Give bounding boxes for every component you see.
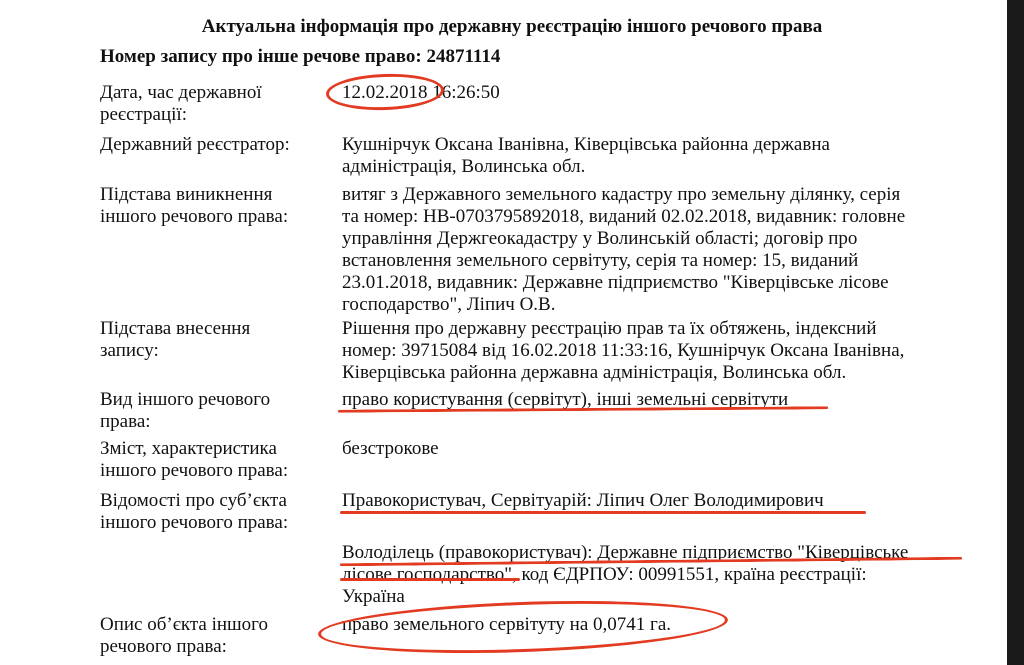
value-subject-user: Правокористувач, Сервітуарій: Ліпич Олег Володимирович — [342, 490, 824, 511]
date-circle-annotation — [325, 72, 444, 112]
label-basis-of-entry: Підстава внесення запису: — [100, 318, 251, 361]
label-type-of-right: Вид іншого речового права: — [100, 389, 271, 432]
value-registration-date: 12.02.2018 16:26:50 — [342, 82, 500, 103]
label-content-of-right: Зміст, характеристика іншого речового права: — [100, 438, 289, 481]
value-registrar: Кушнірчук Оксана Іванівна, Ківерцівська районна державна адміністрація, Волинська обл. — [342, 134, 830, 177]
value-basis-of-entry: Рішення про державну реєстрацію прав та їх обтяжень, індексний номер: 39715084 від 16.02.2018 11:33:16, Кушнірчук Оксана Іванівна, Ківерцівська районна державна адміністрація, Волинська обл. — [342, 318, 905, 383]
value-content-of-right: безстрокове — [342, 438, 439, 459]
user-underline-annotation — [340, 511, 866, 514]
label-subject-of-right: Відомості про суб’єкта іншого речового права: — [100, 490, 289, 533]
window-edge — [1007, 0, 1024, 665]
label-object-description: Опис об’єкта іншого речового права: — [100, 614, 268, 657]
value-basis-of-right: витяг з Державного земельного кадастру про земельну ділянку, серія та номер: НВ-0703795892018, виданий 02.02.2018, видавник: головне управління Держгеокадастру у Волинській області; договір про встановлення земельного сервітуту, серія та номер: 15, виданий 23.01.2018, видавник: Державне підприємство "Ківерцівське лісове господарство", Ліпич О.В. — [342, 184, 906, 315]
document-title: Актуальна інформація про державну реєстрацію іншого речового права — [201, 16, 823, 37]
label-registration-date: Дата, час державної реєстрації: — [100, 82, 262, 125]
owner-underline-2-annotation — [340, 578, 520, 581]
value-subject-owner: Володілець (правокористувач): Державне підприємство "Ківерцівське лісове господарство", код ЄДРПОУ: 00991551, країна реєстрації: Україна — [342, 542, 909, 607]
label-registrar: Державний реєстратор: — [100, 134, 290, 155]
label-basis-of-right: Підстава виникнення іншого речового права: — [100, 184, 289, 227]
record-number: Номер запису про інше речове право: 24871114 — [100, 46, 501, 67]
value-type-of-right: право користування (сервітут), інші земельні сервітути — [342, 389, 789, 410]
value-object-description: право земельного сервітуту на 0,0741 га. — [342, 614, 672, 635]
